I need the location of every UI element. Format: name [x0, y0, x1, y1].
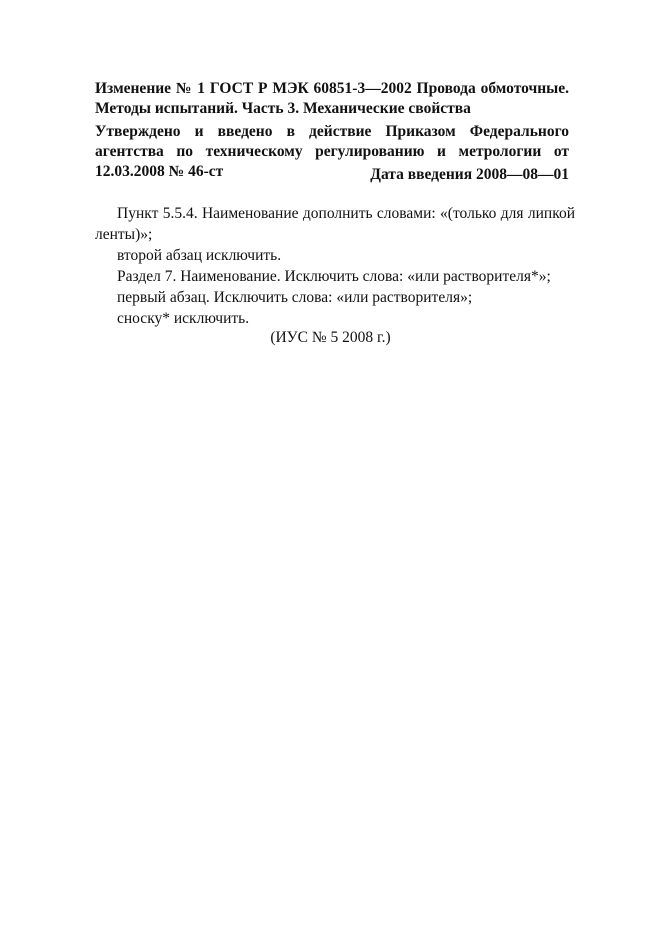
- approval-statement: Утверждено и введено в действие Приказом Федерального агентства по техническому регулированию и метрологии от 12.03.2008 № 46-ст: [95, 123, 569, 180]
- amendment-paragraph: Пункт 5.5.4. Наименование дополнить словами: «(только для липкой ленты)»;: [95, 205, 575, 243]
- amendment-paragraph: второй абзац исключить.: [117, 247, 282, 264]
- amendment-paragraph: первый абзац. Исключить слова: «или растворителя»;: [117, 289, 473, 306]
- document-title: Изменение № 1 ГОСТ Р МЭК 60851-3—2002 Провода обмоточные. Методы испытаний. Часть 3. Механические свойства: [95, 80, 569, 117]
- amendment-paragraph: Раздел 7. Наименование. Исключить слова: «или растворителя*»;: [117, 268, 551, 285]
- effective-date: Дата введения 2008—08—01: [370, 166, 569, 183]
- amendment-paragraph: сноску* исключить.: [117, 310, 250, 327]
- amendment-body: [95, 203, 575, 329]
- ius-reference: (ИУС № 5 2008 г.): [270, 329, 391, 346]
